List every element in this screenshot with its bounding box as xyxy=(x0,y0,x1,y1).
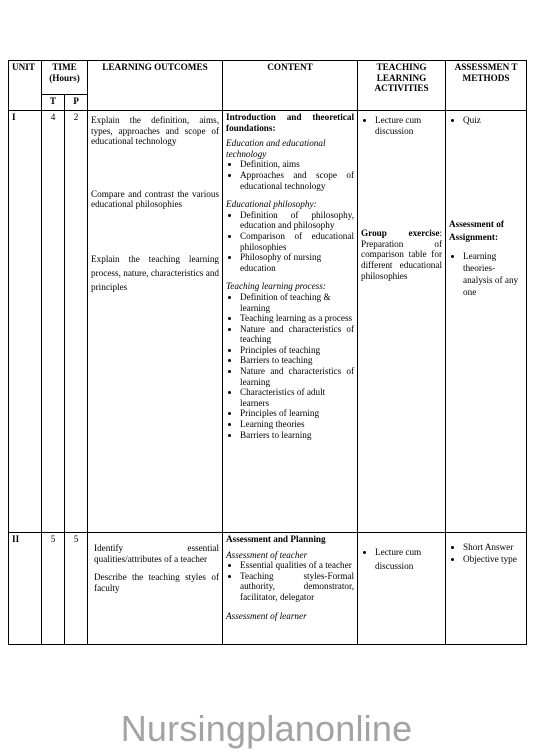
list-item: • Definition, aims xyxy=(240,159,354,170)
group-exercise-text: : Preparation of comparison table for different educational philosophies xyxy=(361,228,443,281)
content-list xyxy=(226,210,354,274)
table-row xyxy=(9,111,527,533)
outcome-item: Explain the definition, aims, types, approaches and scope of educational technology xyxy=(91,115,220,147)
header-outcomes: LEARNING OUTCOMES xyxy=(88,61,223,111)
assessment-list xyxy=(449,541,523,565)
practical-hours: 2 xyxy=(65,111,88,533)
curriculum-table xyxy=(8,60,527,645)
list-item: • Philosophy of nursing education xyxy=(240,252,354,273)
activities-cell xyxy=(358,111,446,533)
content-subheading: Educational philosophy: xyxy=(226,199,317,210)
list-item: • Nature and characteristics of learning xyxy=(240,366,354,387)
activities-cell xyxy=(358,533,446,645)
outcome-item: Identify essential qualities/attributes of a teacher xyxy=(94,543,220,564)
theory-hours: 5 xyxy=(42,533,65,645)
list-item: • Essential qualities of a teacher xyxy=(240,560,354,571)
header-content: CONTENT xyxy=(223,61,358,111)
content-subheading: Assessment of learner xyxy=(226,610,307,621)
content-subheading: Education and educational technology xyxy=(226,138,326,159)
content-heading: Introduction and theoretical foundations: xyxy=(226,112,355,133)
list-item: • Approaches and scope of educational technology xyxy=(240,170,354,191)
list-item: • Principles of learning xyxy=(240,408,354,419)
list-item: • Short Answer xyxy=(463,541,523,553)
content-list xyxy=(226,292,354,440)
watermark-text: Nursingplanonline xyxy=(120,708,413,749)
content-cell xyxy=(223,111,358,533)
list-item: • Definition of philosophy, education and philosophy xyxy=(240,210,354,231)
list-item: • Comparison of educational philosophies xyxy=(240,231,354,252)
content-list xyxy=(226,159,354,191)
group-exercise xyxy=(361,228,442,281)
table-row xyxy=(9,533,527,645)
list-item: • Teaching learning as a process xyxy=(240,313,354,324)
content-list xyxy=(226,560,354,602)
theory-hours: 4 xyxy=(42,111,65,533)
activity-list xyxy=(361,545,442,573)
list-item: • Principles of teaching xyxy=(240,345,354,356)
list-item: • Characteristics of adult learners xyxy=(240,387,354,408)
unit-cell: II xyxy=(9,533,42,645)
assessment-list xyxy=(449,250,523,298)
header-p: P xyxy=(65,95,88,111)
header-t: T xyxy=(42,95,65,111)
list-item: • Objective type xyxy=(463,553,523,565)
group-exercise-label: Group exercise xyxy=(361,228,440,239)
list-item: • Lecture cum discussion xyxy=(375,115,442,136)
outcome-item: Compare and contrast the various educational philosophies xyxy=(91,188,220,210)
list-item: • Lecture cum discussion xyxy=(375,545,442,573)
assessment-cell xyxy=(446,111,527,533)
unit-cell: I xyxy=(9,111,42,533)
assessment-cell xyxy=(446,533,527,645)
assessment-list xyxy=(449,115,523,126)
header-unit: UNIT xyxy=(9,61,42,111)
list-item: • Nature and characteristics of teaching xyxy=(240,324,354,345)
header-time: TIME (Hours) xyxy=(42,61,88,95)
list-item: • Quiz xyxy=(463,115,523,126)
list-item: • Learning theories xyxy=(240,419,354,430)
list-item: • Definition of teaching & learning xyxy=(240,292,354,313)
outcome-item: Describe the teaching styles of faculty xyxy=(94,572,220,593)
content-cell xyxy=(223,533,358,645)
header-activities: TEACHING LEARNING ACTIVITIES xyxy=(358,61,446,111)
content-subheading: Assessment of teacher xyxy=(226,549,308,560)
assessment-heading: Assessment of Assignment: xyxy=(449,218,504,242)
practical-hours: 5 xyxy=(65,533,88,645)
list-item: • Barriers to teaching xyxy=(240,355,354,366)
activity-list xyxy=(361,115,442,136)
outcomes-cell xyxy=(88,533,223,645)
list-item: • Barriers to learning xyxy=(240,430,354,441)
outcome-item: Explain the teaching learning process, nature, characteristics and principles xyxy=(91,253,220,292)
content-subheading: Teaching learning process: xyxy=(226,281,326,292)
content-heading: Assessment and Planning xyxy=(226,534,326,544)
list-item: • Teaching styles-Formal authority, demonstrator, facilitator, delegator xyxy=(240,571,354,603)
header-assessment: ASSESSMEN T METHODS xyxy=(446,61,527,111)
outcomes-cell xyxy=(88,111,223,533)
list-item: • Learning theories- analysis of any one xyxy=(463,250,523,298)
